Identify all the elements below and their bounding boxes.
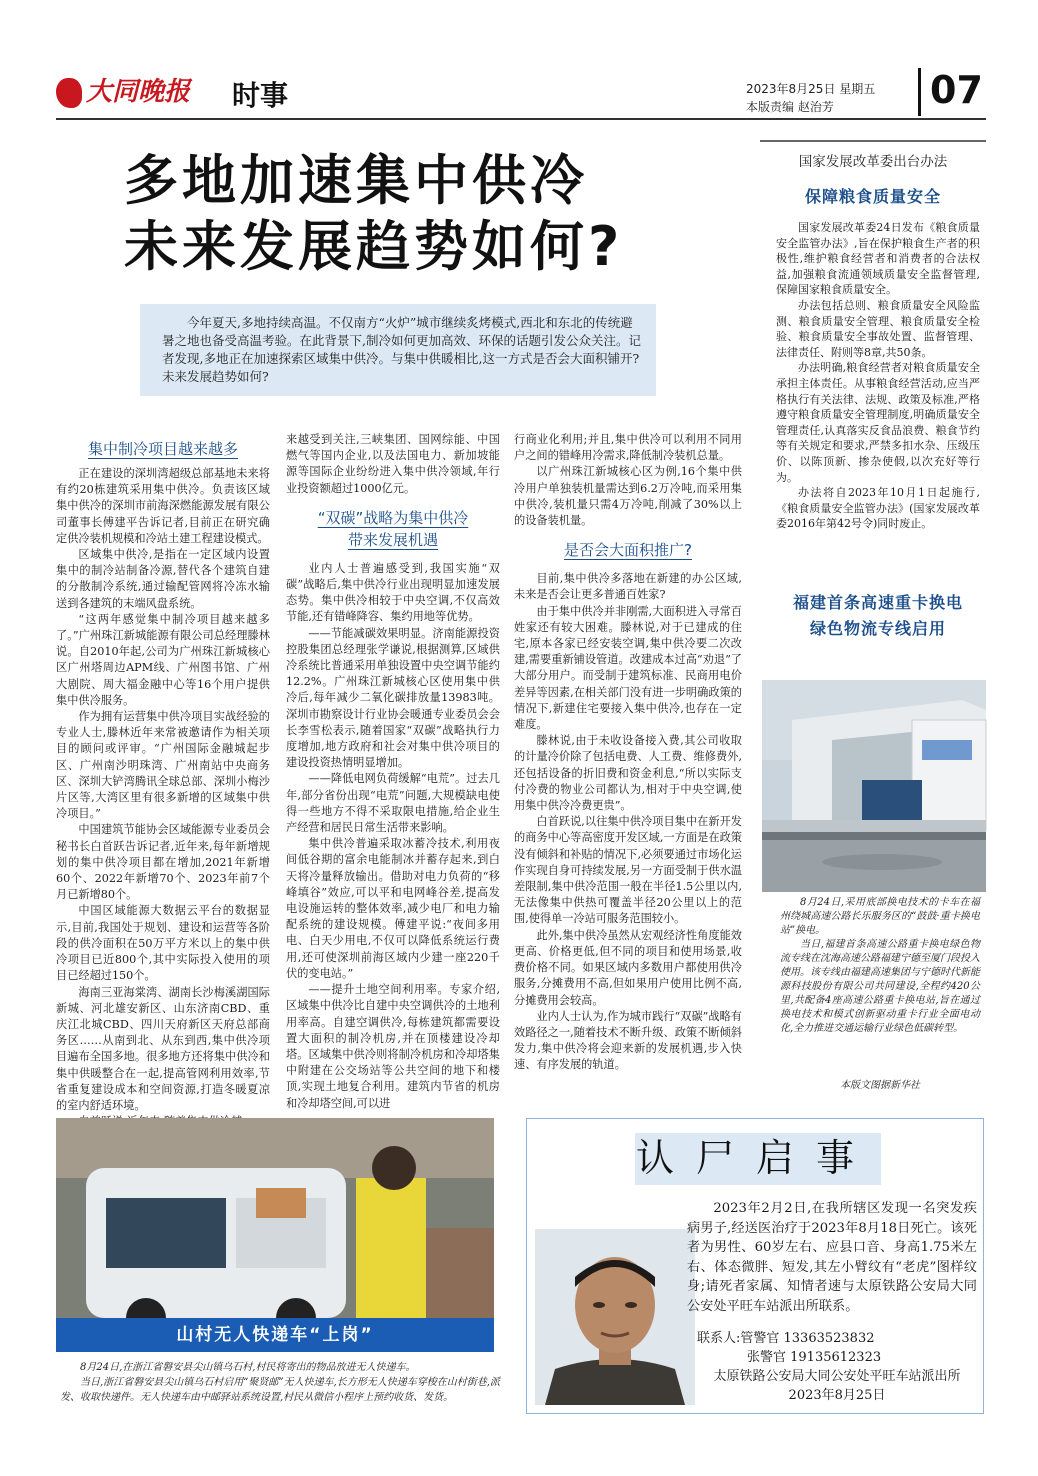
article-column-3 [514,432,742,1092]
paragraph: 办法将自2023年10月1日起施行,《粮食质量安全监管办法》(国家发展改革委2016年第42号令)同时废止。 [776,486,980,531]
contact-1: 联系人:管警官 13363523832 [697,1331,875,1346]
paragraph: ——提升土地空间利用率。专家介绍,区域集中供冷比自建中央空调供冷的土地利用率高。自建空调供冷,每栋建筑都需要设置大面积的制冷机房,并在顶楼建设冷却塔。区域集中供冷则将制冷机房和冷却塔集中附建在公交场站等公共空间的地下和楼顶,实现土地复合利用。建筑内节省的机房和冷却塔空间,可以进 [286,983,500,1110]
paragraph: 目前,集中供冷多落地在新建的办公区域,未来是否会让更多普通百姓家? [514,572,742,602]
paragraph: 集中供冷普遍采取冰蓄冷技术,利用夜间低谷期的富余电能制冰并蓄存起来,到白天将冷量释放输出。借助对电力负荷的“移峰填谷”效应,可以平和电网峰谷差,提高发电设施运转的整体效率,减少电厂和电力输配系统的建设规模。傅建平说:“夜间多用电、白天少用电,不仅可以降低系统运行费用,还可使深圳前海区域内少建一座220千伏的变电站。” [286,837,500,980]
caption-line: 当日,浙江省磐安县尖山镇乌石村启用“聚贤邮”无人快递车,长方形无人快递车穿梭在山村街巷,派发、收取快递件。无人快递车由中邮驿站系统设置,村民从微信小程序上预约收货、发货。 [60,1377,500,1403]
body-identification-notice [526,1118,984,1414]
photo-credit: 本版文图据新华社 [840,1080,920,1091]
paragraph: 以广州珠江新城核心区为例,16个集中供冷用户单独装机量需达到6.2万冷吨,而采用集中供冷,装机量只需4万冷吨,削减了30%以上的设备装机量。 [514,465,742,528]
logo-flame-icon [56,78,82,108]
courier-caption [60,1360,500,1405]
issue-date: 2023年8月25日 星期五 [746,82,876,96]
paragraph-continued: 行商业化利用;并且,集中供冷可以利用不同用户之间的错峰用冷需求,降低制冷装机总量。 [514,433,742,463]
paragraph: 国家发展改革委24日发布《粮食质量安全监管办法》,旨在保护粮食生产者的积极性,维护粮食经营者和消费者的合法权益,加强粮食流通领域质量安全监督管理,保障国家粮食质量安全。 [776,221,980,297]
paragraph: 中国建筑节能协会区域能源专业委员会秘书长白首跃告诉记者,近年来,每年新增规划的集中供冷项目都在增加,2021年新增60个、2022年新增70个、2023年前7个月已新增80个。 [56,823,270,902]
paragraph: 由于集中供冷并非刚需,大面积进入寻常百姓家还有较大困难。滕林说,对于已建成的住宅,原本各家已经安装空调,集中供冷要二次改建,需要重新铺设管道。改建成本过高“劝退”了大部分用户。而受制于建筑标准、民商用电价差异等因素,在相关部门没有进一步明确政策的情况下,新建住宅要接入集中供冷,也存在一定难度。 [514,604,742,732]
paragraph-continued: 来越受到关注,三峡集团、国网综能、中国燃气等国内企业,以及法国电力、新加坡能源等国际企业纷纷进入集中供冷领域,年行业投资额超过1000亿元。 [286,433,500,495]
paragraph: ——降低电网负荷缓解“电荒”。过去几年,部分省份出现“电荒”问题,大规模缺电使得一些地方不得不采取限电措施,给企业生产经营和居民日常生活带来影响。 [286,772,500,835]
portrait-image [535,1229,695,1405]
fujian-headline: 福建首条高速重卡换电 绿色物流专线启用 [792,593,963,638]
masthead-rule [56,118,986,120]
subhead-projects: 集中制冷项目越来越多 [87,440,238,458]
notice-organization: 太原铁路公安局大同公安处平旺车站派出所 [713,1369,961,1384]
rail-rule [760,140,986,142]
headline-line-1: 多地加速集中供冷 [124,149,588,212]
battery-swap-station-image [762,680,986,892]
caption-line: 8月24日,在浙江省磐安县尖山镇乌石村,村民将寄出的物品放进无人快递车。 [80,1362,416,1373]
paragraph: 业内人士普遍感受到,我国实施“双碳”战略后,集中供冷行业出现明显加速发展态势。集中供冷相较于中央空调,不仅高效节能,还有错峰降容、集约用地等优势。 [286,561,500,624]
notice-title: 认尸启事 [635,1136,876,1180]
courier-banner: 山村无人快递车“上岗” [56,1318,494,1352]
article-column-1 [56,432,270,1112]
headline-line-2: 未来发展趋势如何? [124,215,624,278]
paragraph: 白首跃说,以往集中供冷项目集中在新开发的商务中心等高密度开发区域,一方面是在政策没有倾斜和补贴的情况下,必须要通过市场化运作实现自身可持续发展,另一方面受制于供水温差限制,集中供冷范围一般在半径1.5公里以内,无法像集中供热可覆盖半径20公里以上的范围,使得单一冷站可服务范围较小。 [514,815,742,926]
notice-body: 2023年2月2日,在我所辖区发现一名突发疾病男子,经送医治疗于2023年8月18日死亡。该死者为男性、60岁左右、应县口音、身高1.75米左右、体态微胖、短发,其左小臂纹有“老虎”图样纹身;请死者家属、知情者速与太原铁路公安局大同公安处平旺车站派出所联系。 [687,1201,977,1314]
intro-box: 今年夏天,多地持续高温。不仅南方“火炉”城市继续炙烤模式,西北和东北的传统避暑之地也备受高温考验。在此背景下,制冷如何更加高效、环保的话题引发公众关注。记者发现,多地正在加速探索区域集中供冷。与集中供暖相比,这一方式是否会大面积铺开?未来发展趋势如何? [140,304,656,396]
page-editor: 本版责编 赵治芳 [746,100,834,114]
paragraph: ——节能减碳效果明显。济南能源投资控股集团总经理张学谦说,根据测算,区域供冷系统比普通采用单独设置中央空调节能约12.2%。广州珠江新城核心区使用集中供冷后,每年减少二氧化碳排放量13983吨。深圳市勘察设计行业协会暖通专业委员会会长李雪松表示,随着国家“双碳”战略执行力度增加,地方政府和社会对集中供冷项目的建设投资热情明显增加。 [286,626,500,770]
paragraph: 中国区域能源大数据云平台的数据显示,目前,我国处于规划、建设和运营等各阶段的供冷面积在50万平方米以上的集中供冷项目已近800个,其中实际投入使用的项目已经超过150个。 [56,904,270,983]
rail-title: 保障粮食质量安全 [804,187,941,206]
section-name: 时事 [232,79,289,112]
main-headline [124,148,724,280]
masthead-divider [918,68,921,116]
paragraph: 作为拥有运营集中供冷项目实战经验的专业人士,滕林近年来常被邀请作为相关项目的顾问或评审。“广州国际金融城起步区、广州南沙明珠湾、广州南站中央商务区、深圳大铲湾腾讯全球总部、深圳小梅沙片区等,大湾区里有很多新增的区域集中供冷项目。” [56,710,270,821]
paragraph: 办法明确,粮食经营者对粮食质量安全承担主体责任。从事粮食经营活动,应当严格执行有关法律、法规、政策及标准,严格遵守粮食质量安全管理制度,明确质量安全管理责任,认真落实反食品浪费、粮食节约等有关规定和要求,严禁多扣水杂、压级压价、以陈顶新、掺杂使假,以次充好等行为。 [776,361,980,484]
deceased-photo [535,1229,695,1405]
article-column-2 [286,432,500,1110]
truck-photo [762,680,986,892]
unmanned-delivery-vehicle-image [56,1118,494,1350]
courier-photo [56,1118,494,1350]
caption-line: 当日,福建首条高速公路重卡换电绿色物流专线在沈海高速公路福建宁德至厦门段投入使用。该专线由福建高速集团与宁德时代新能源科技股份有限公司共同建设,全程约420公里,共配备4座高速公路重卡换电站,旨在通过换电技术和模式创新驱动重卡行业全面电动化,全力推进交通运输行业绿色低碳转型。 [780,939,980,1034]
truck-caption [780,896,980,1084]
notice-date: 2023年8月25日 [788,1388,886,1403]
paragraph: 正在建设的深圳湾超级总部基地未来将有约20栋建筑采用集中供冷。负责该区域集中供冷的深圳市前海深燃能源发展有限公司董事长傅建平告诉记者,目前正在研究确定供冷装机规模和冷站土建工程建设模式。 [56,467,270,545]
caption-line: 8月24日,采用底部换电技术的卡车在福州绕城高速公路长乐服务区的“鼓鼓·重卡换电站”换电。 [780,897,980,936]
newspaper-logo: 大同晚报 [56,72,196,112]
rail-article [776,220,980,556]
subhead-dual-carbon: “双碳”战略为集中供冷 带来发展机遇 [317,508,469,549]
issue-info [746,80,875,116]
paragraph: 业内人士认为,作为城市践行“双碳”战略有效路径之一,随着技术不断升级、政策不断倾斜发力,集中供冷将会迎来新的发展机遇,步入快速、有序发展的轨道。 [514,1009,742,1072]
notice-contacts [697,1329,977,1405]
paragraph: “这两年感觉集中制冷项目越来越多了。”广州珠江新城能源有限公司总经理滕林说。自2010年起,公司为广州珠江新城核心区广州塔周边APM线、广州图书馆、广州大剧院、周大福金融中心等16个用户提供集中供冷服务。 [56,612,270,707]
contact-2: 张警官 19135612323 [747,1350,882,1365]
rail-subtitle: 国家发展改革委出台办法 [798,154,948,170]
paragraph: 此外,集中供冷虽然从宏观经济性角度能效更高、价格更低,但不同的项目和使用场景,收费价格不同。如果区域内多数用户都使用供冷服务,分摊费用不高,但如果用户使用比例不高,分摊费用会较高。 [514,928,742,1007]
page-number: 07 [930,68,983,112]
paragraph: 区域集中供冷,是指在一定区域内设置集中的制冷站制备冷源,替代各个建筑自建的分散制冷系统,通过输配管网将冷冻水输送到各建筑的末端风盘系统。 [56,548,270,610]
paragraph: 海南三亚海棠湾、湖南长沙梅溪湖国际新城、河北雄安新区、山东济南CBD、重庆江北城CBD、四川天府新区天府总部商务区……从南到北、从东到西,集中供冷项目遍布全国多地。很多地方还将集中供冷和集中供暖整合在一起,提高管网利用效率,节省重复建设成本和空间资源,打造冬暖夏凉的室内舒适环境。 [56,985,270,1112]
subhead-promotion: 是否会大面积推广? [564,541,692,560]
masthead [56,62,986,122]
paragraph: 办法包括总则、粮食质量安全风险监测、粮食质量安全管理、粮食质量安全检验、粮食质量安全事故处置、监督管理、法律责任、附则等8章,共50条。 [776,298,980,359]
paragraph: 滕林说,由于未收设备接入费,其公司收取的计量冷价除了包括电费、人工费、维修费外,还包括设备的折旧费和资金利息,“所以实际支付冷费的物业公司都认为,相对于中央空调,使用集中供冷冷费更贵”。 [514,734,742,813]
